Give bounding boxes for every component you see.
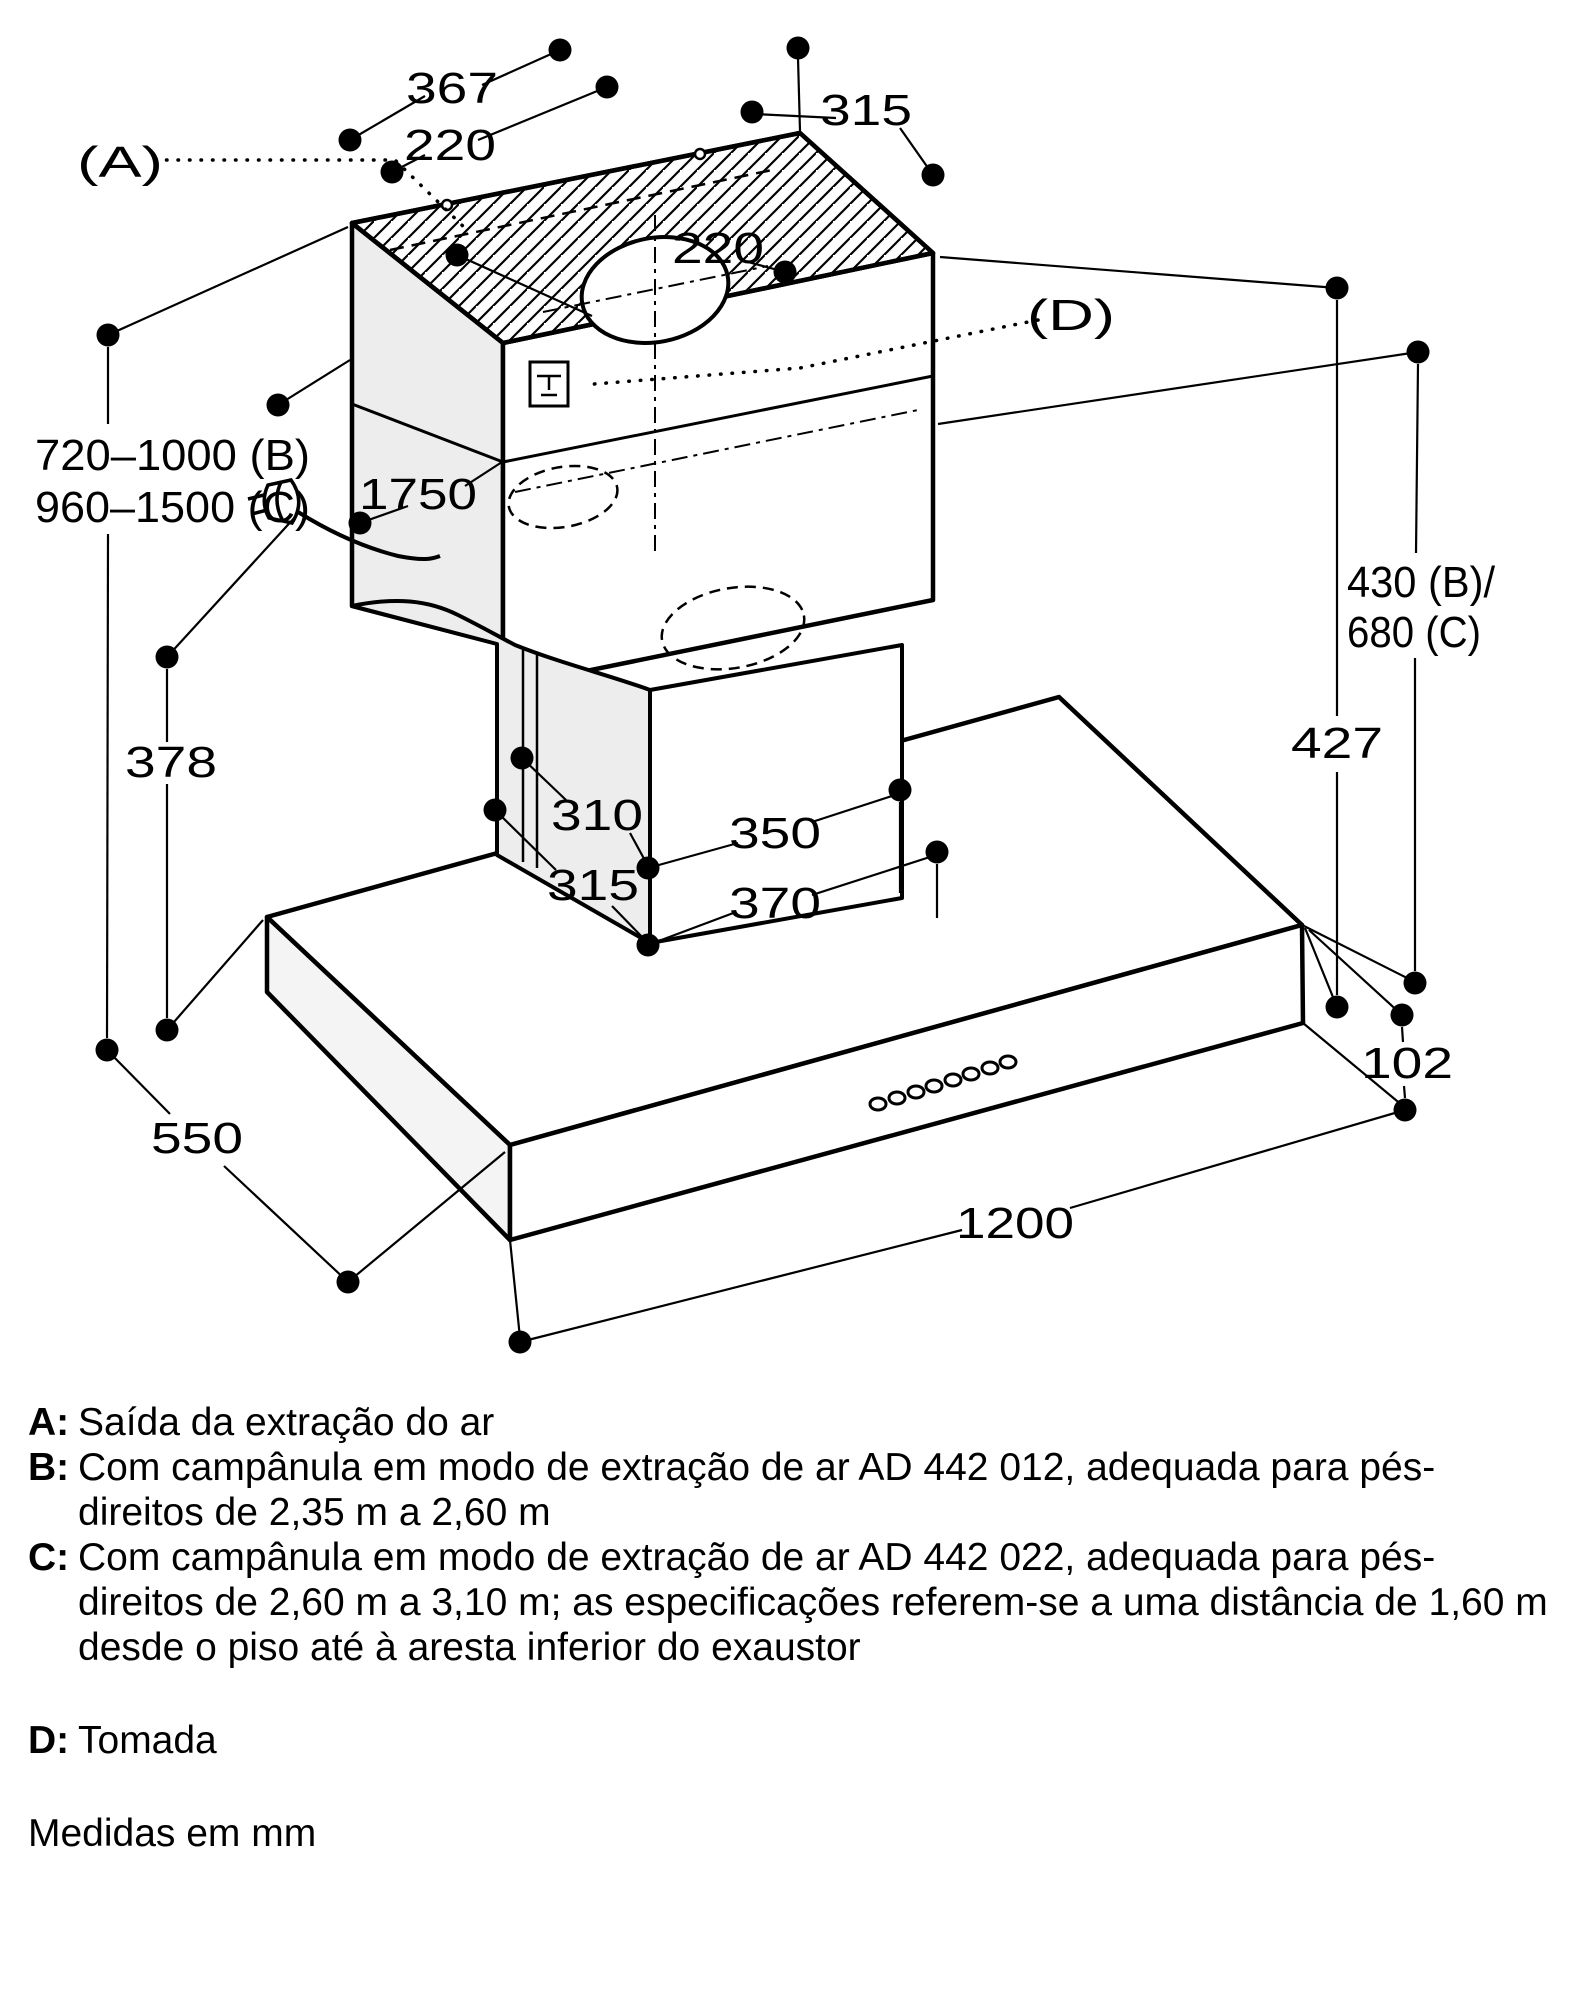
dim-310: 310	[551, 791, 643, 840]
dim-1200: 1200	[956, 1199, 1074, 1248]
dim-102: 102	[1361, 1039, 1453, 1088]
legend-text-d: Tomada	[78, 1719, 217, 1762]
dim-680-c: 680 (C)	[1347, 608, 1481, 657]
dim-720-1000-b: 720–1000 (B)	[35, 431, 310, 480]
legend-text-a: Saída da extração do ar	[78, 1401, 495, 1444]
legend-text-c: Com campânula em modo de extração de ar AD 442 022, adequada para pés-direitos de 2,60 m a 3,10 m; as especificações referem-se a uma distância de 1,60 m desde o piso até à aresta inferior do exaustor	[78, 1536, 1548, 1669]
socket-icon	[530, 362, 568, 406]
dim-315-box: 315	[547, 861, 639, 910]
legend-text-b: Com campânula em modo de extração de ar AD 442 012, adequada para pés-direitos de 2,35 m a 2,60 m	[78, 1446, 1436, 1534]
units-note-text: Medidas em mm	[28, 1812, 317, 1855]
dim-350: 350	[729, 809, 821, 858]
units-note	[28, 1811, 1558, 1856]
screw-hole-icon	[695, 149, 705, 159]
dim-550: 550	[151, 1114, 243, 1163]
dim-378: 378	[125, 738, 217, 787]
legend-tag-d: D:	[28, 1719, 70, 1762]
upper-chimney-duct	[352, 133, 933, 688]
callout-d-label: (D)	[1027, 291, 1115, 340]
dim-220-top: 220	[404, 121, 496, 170]
dim-960-1500-c: 960–1500 (C)	[35, 483, 310, 532]
legend-item-a	[28, 1400, 1558, 1445]
dim-427: 427	[1291, 719, 1383, 768]
legend-tag-b: B:	[28, 1446, 70, 1489]
callout-a-label: (A)	[77, 138, 163, 187]
legend	[28, 1400, 1558, 1856]
legend-item-b	[28, 1445, 1558, 1535]
dim-1750: 1750	[359, 470, 477, 519]
dim-370: 370	[729, 879, 821, 928]
dim-315-top: 315	[820, 86, 912, 135]
dim-220-hole: 220	[672, 224, 764, 273]
legend-tag-c: C:	[28, 1536, 70, 1579]
dim-367: 367	[406, 64, 498, 113]
dim-430-b: 430 (B)/	[1347, 558, 1496, 607]
legend-item-c	[28, 1535, 1558, 1670]
legend-item-d	[28, 1718, 1558, 1763]
legend-tag-a: A:	[28, 1401, 70, 1444]
